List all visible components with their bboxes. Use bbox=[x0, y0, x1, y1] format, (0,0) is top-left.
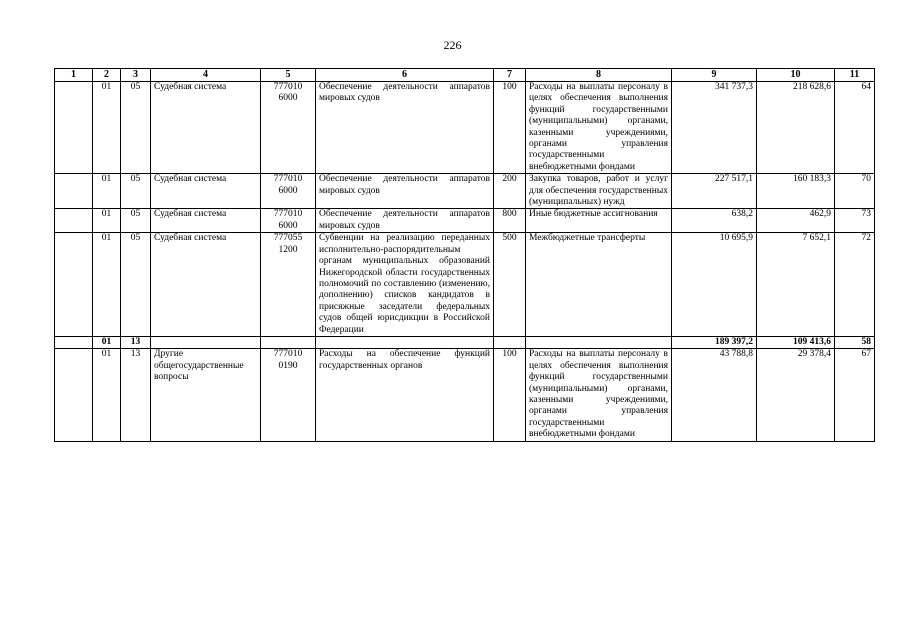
cell-subsection: 13 bbox=[121, 336, 151, 348]
cell-expense-name bbox=[526, 336, 672, 348]
header-cell: 5 bbox=[261, 69, 316, 82]
cell-section-name: Судебная система bbox=[151, 82, 261, 174]
cell-col1 bbox=[55, 336, 93, 348]
cell-section: 01 bbox=[93, 209, 121, 233]
cell-target-code: 777010 0190 bbox=[261, 349, 316, 441]
cell-col1 bbox=[55, 209, 93, 233]
subtotal-row bbox=[55, 336, 875, 348]
cell-expense-code: 100 bbox=[494, 82, 526, 174]
cell-subsection: 05 bbox=[121, 82, 151, 174]
cell-col1 bbox=[55, 233, 93, 337]
cell-target-name: Обеспечение деятельности аппаратов мировых судов bbox=[316, 209, 494, 233]
table-row bbox=[55, 174, 875, 209]
cell-target-code: 777010 6000 bbox=[261, 82, 316, 174]
header-cell: 8 bbox=[526, 69, 672, 82]
header-cell: 7 bbox=[494, 69, 526, 82]
header-cell: 4 bbox=[151, 69, 261, 82]
cell-expense-name: Межбюджетные трансферты bbox=[526, 233, 672, 337]
cell-expense-name: Расходы на выплаты персоналу в целях обеспечения выполнения функций государственными (муниципальными) органами, казенными учреждениями, органами управления государственными внебюджетными фондами bbox=[526, 82, 672, 174]
cell-amount-plan: 638,2 bbox=[672, 209, 757, 233]
cell-section-name: Другие общегосударственные вопросы bbox=[151, 349, 261, 441]
header-row bbox=[55, 69, 875, 82]
cell-col1 bbox=[55, 349, 93, 441]
cell-amount-fact: 109 413,6 bbox=[757, 336, 835, 348]
budget-table bbox=[54, 68, 875, 442]
header-cell: 2 bbox=[93, 69, 121, 82]
cell-amount-fact: 462,9 bbox=[757, 209, 835, 233]
cell-target-name: Расходы на обеспечение функций государственных органов bbox=[316, 349, 494, 441]
header-cell: 10 bbox=[757, 69, 835, 82]
cell-expense-name: Расходы на выплаты персоналу в целях обеспечения выполнения функций государственными (муниципальными) органами, казенными учреждениями, органами управления государственными внебюджетными фондами bbox=[526, 349, 672, 441]
cell-amount-fact: 218 628,6 bbox=[757, 82, 835, 174]
cell-col1 bbox=[55, 174, 93, 209]
cell-section-name: Судебная система bbox=[151, 233, 261, 337]
cell-percent: 70 bbox=[835, 174, 875, 209]
table-row bbox=[55, 82, 875, 174]
cell-percent: 67 bbox=[835, 349, 875, 441]
header-cell: 9 bbox=[672, 69, 757, 82]
cell-percent: 58 bbox=[835, 336, 875, 348]
cell-expense-code bbox=[494, 336, 526, 348]
cell-amount-fact: 29 378,4 bbox=[757, 349, 835, 441]
cell-target-name: Обеспечение деятельности аппаратов мировых судов bbox=[316, 174, 494, 209]
cell-target-code bbox=[261, 336, 316, 348]
cell-amount-plan: 227 517,1 bbox=[672, 174, 757, 209]
cell-expense-code: 500 bbox=[494, 233, 526, 337]
cell-expense-code: 200 bbox=[494, 174, 526, 209]
cell-section: 01 bbox=[93, 233, 121, 337]
header-cell: 3 bbox=[121, 69, 151, 82]
cell-expense-name: Иные бюджетные ассигнования bbox=[526, 209, 672, 233]
cell-subsection: 13 bbox=[121, 349, 151, 441]
cell-section: 01 bbox=[93, 349, 121, 441]
cell-section: 01 bbox=[93, 174, 121, 209]
cell-section: 01 bbox=[93, 336, 121, 348]
table-row bbox=[55, 349, 875, 441]
cell-expense-name: Закупка товаров, работ и услуг для обеспечения государственных (муниципальных) нужд bbox=[526, 174, 672, 209]
page-number: 226 bbox=[443, 38, 462, 52]
cell-amount-fact: 7 652,1 bbox=[757, 233, 835, 337]
cell-section-name bbox=[151, 336, 261, 348]
cell-percent: 73 bbox=[835, 209, 875, 233]
cell-amount-plan: 43 788,8 bbox=[672, 349, 757, 441]
cell-amount-fact: 160 183,3 bbox=[757, 174, 835, 209]
cell-percent: 64 bbox=[835, 82, 875, 174]
cell-target-code: 777010 6000 bbox=[261, 174, 316, 209]
cell-subsection: 05 bbox=[121, 233, 151, 337]
cell-col1 bbox=[55, 82, 93, 174]
cell-percent: 72 bbox=[835, 233, 875, 337]
cell-expense-code: 800 bbox=[494, 209, 526, 233]
table-row bbox=[55, 233, 875, 337]
cell-target-name: Обеспечение деятельности аппаратов мировых судов bbox=[316, 82, 494, 174]
cell-amount-plan: 10 695,9 bbox=[672, 233, 757, 337]
cell-amount-plan: 341 737,3 bbox=[672, 82, 757, 174]
cell-subsection: 05 bbox=[121, 174, 151, 209]
cell-section: 01 bbox=[93, 82, 121, 174]
cell-target-name: Субвенции на реализацию переданных исполнительно-распорядительным органам муниципальных образований Нижегородской области государственных полномочий по составлению (изменению, дополнению) списков кандидатов в присяжные заседатели федеральных судов общей юрисдикции в Российской Федерации bbox=[316, 233, 494, 337]
cell-amount-plan: 189 397,2 bbox=[672, 336, 757, 348]
table-row bbox=[55, 209, 875, 233]
cell-subsection: 05 bbox=[121, 209, 151, 233]
cell-target-code: 777010 6000 bbox=[261, 209, 316, 233]
cell-target-code: 777055 1200 bbox=[261, 233, 316, 337]
cell-section-name: Судебная система bbox=[151, 174, 261, 209]
cell-section-name: Судебная система bbox=[151, 209, 261, 233]
header-cell: 6 bbox=[316, 69, 494, 82]
cell-target-name bbox=[316, 336, 494, 348]
header-cell: 11 bbox=[835, 69, 875, 82]
header-cell: 1 bbox=[55, 69, 93, 82]
cell-expense-code: 100 bbox=[494, 349, 526, 441]
